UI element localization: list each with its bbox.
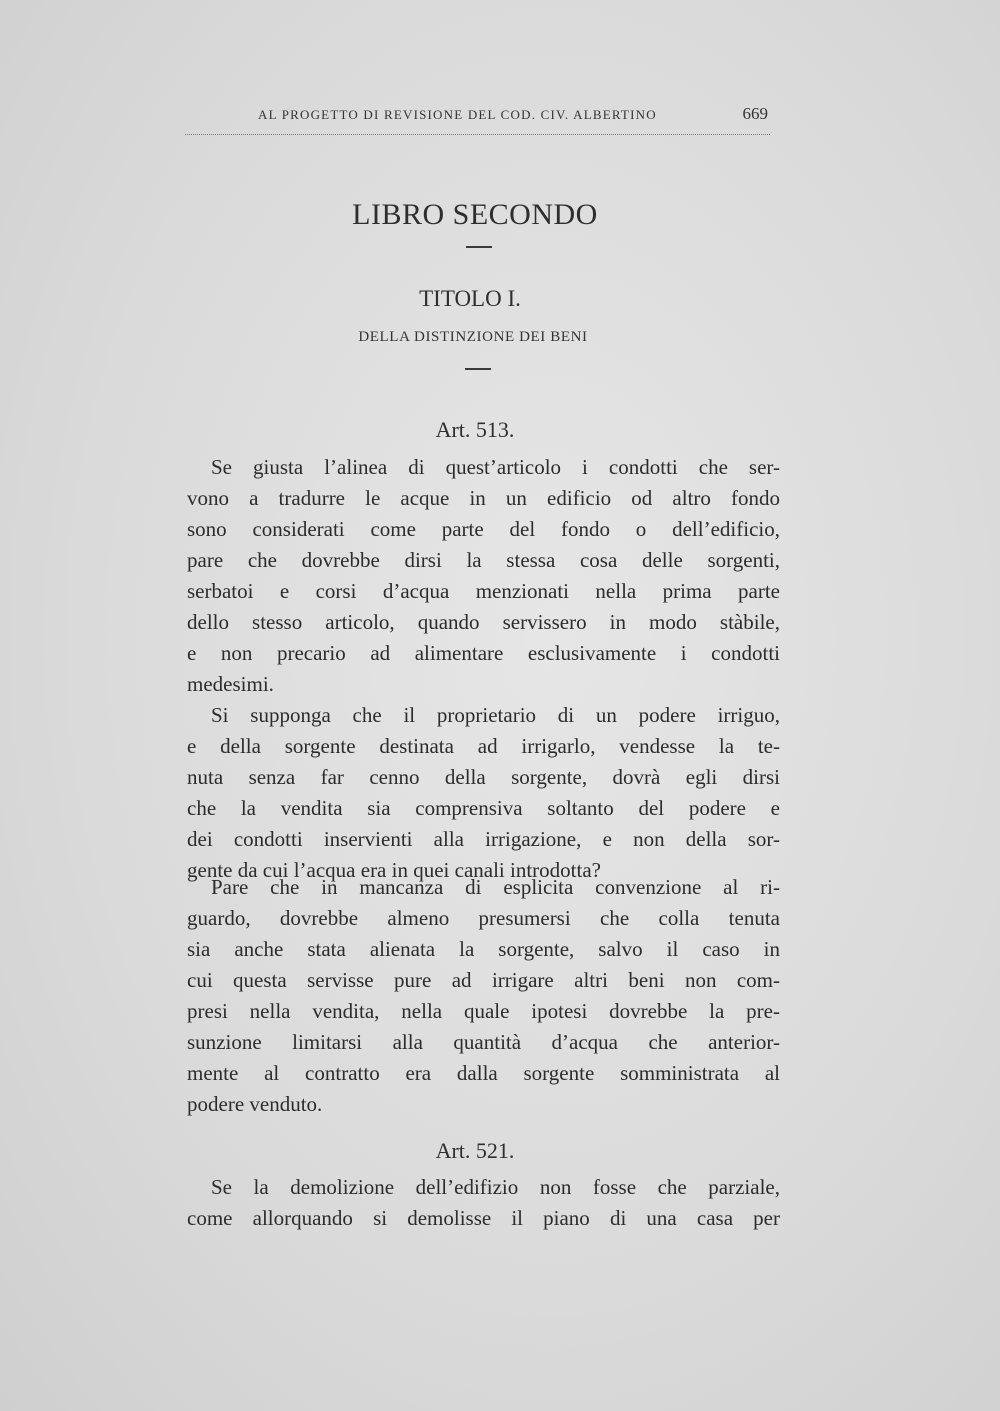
section-divider: [465, 368, 491, 370]
paragraph: [187, 452, 780, 700]
running-header: [258, 104, 768, 124]
text-line: sia anche stata alienata la sorgente, salvo il caso in: [187, 937, 780, 961]
text-line: medesimi.: [187, 672, 274, 696]
section-divider: [466, 246, 492, 248]
text-line: nuta senza far cenno della sorgente, dovrà egli dirsi: [187, 765, 780, 789]
text-line: Si supponga che il proprietario di un podere irriguo,: [211, 703, 780, 727]
running-title: AL PROGETTO DI REVISIONE DEL COD. CIV. ALBERTINO: [258, 107, 657, 122]
text-line: Pare che in mancanza di esplicita convenzione al ri-: [211, 875, 780, 899]
titolo-subtitle: DELLA DISTINZIONE DEI BENI: [358, 329, 588, 345]
paragraph: [187, 1172, 780, 1234]
text-line: gente da cui l’acqua era in quei canali introdotta?: [187, 858, 601, 882]
text-line: che la vendita sia comprensiva soltanto del podere e: [187, 796, 780, 820]
text-line: e non precario ad alimentare esclusivamente i condotti: [187, 641, 780, 665]
text-line: Se la demolizione dell’edifizio non fosse che parziale,: [211, 1175, 780, 1199]
book-title: LIBRO SECONDO: [352, 198, 598, 231]
text-line: sono considerati come parte del fondo o dell’edificio,: [187, 517, 780, 541]
paragraph: [187, 872, 780, 1120]
text-line: podere venduto.: [187, 1092, 323, 1116]
text-line: e della sorgente destinata ad irrigarlo, vendesse la te-: [187, 734, 780, 758]
text-line: come allorquando si demolisse il piano di una casa per: [187, 1206, 780, 1230]
text-line: pare che dovrebbe dirsi la stessa cosa delle sorgenti,: [187, 548, 780, 572]
text-line: guardo, dovrebbe almeno presumersi che colla tenuta: [187, 906, 780, 930]
text-line: presi nella vendita, nella quale ipotesi dovrebbe la pre-: [187, 999, 780, 1023]
header-rule: [185, 134, 770, 135]
page-number: 669: [742, 104, 768, 123]
paragraph: [187, 700, 780, 886]
article-heading: Art. 513.: [435, 417, 515, 442]
text-line: cui questa servisse pure ad irrigare altri beni non com-: [187, 968, 780, 992]
text-line: Se giusta l’alinea di quest’articolo i condotti che ser-: [211, 455, 780, 479]
text-line: dello stesso articolo, quando servissero in modo stàbile,: [187, 610, 780, 634]
text-line: vono a tradurre le acque in un edificio od altro fondo: [187, 486, 780, 510]
titolo-heading: TITOLO I.: [419, 286, 521, 311]
article-heading: Art. 521.: [435, 1138, 515, 1163]
text-line: serbatoi e corsi d’acqua menzionati nella prima parte: [187, 579, 780, 603]
text-line: dei condotti inservienti alla irrigazione, e non della sor-: [187, 827, 780, 851]
text-line: mente al contratto era dalla sorgente somministrata al: [187, 1061, 780, 1085]
text-line: sunzione limitarsi alla quantità d’acqua che anterior-: [187, 1030, 780, 1054]
